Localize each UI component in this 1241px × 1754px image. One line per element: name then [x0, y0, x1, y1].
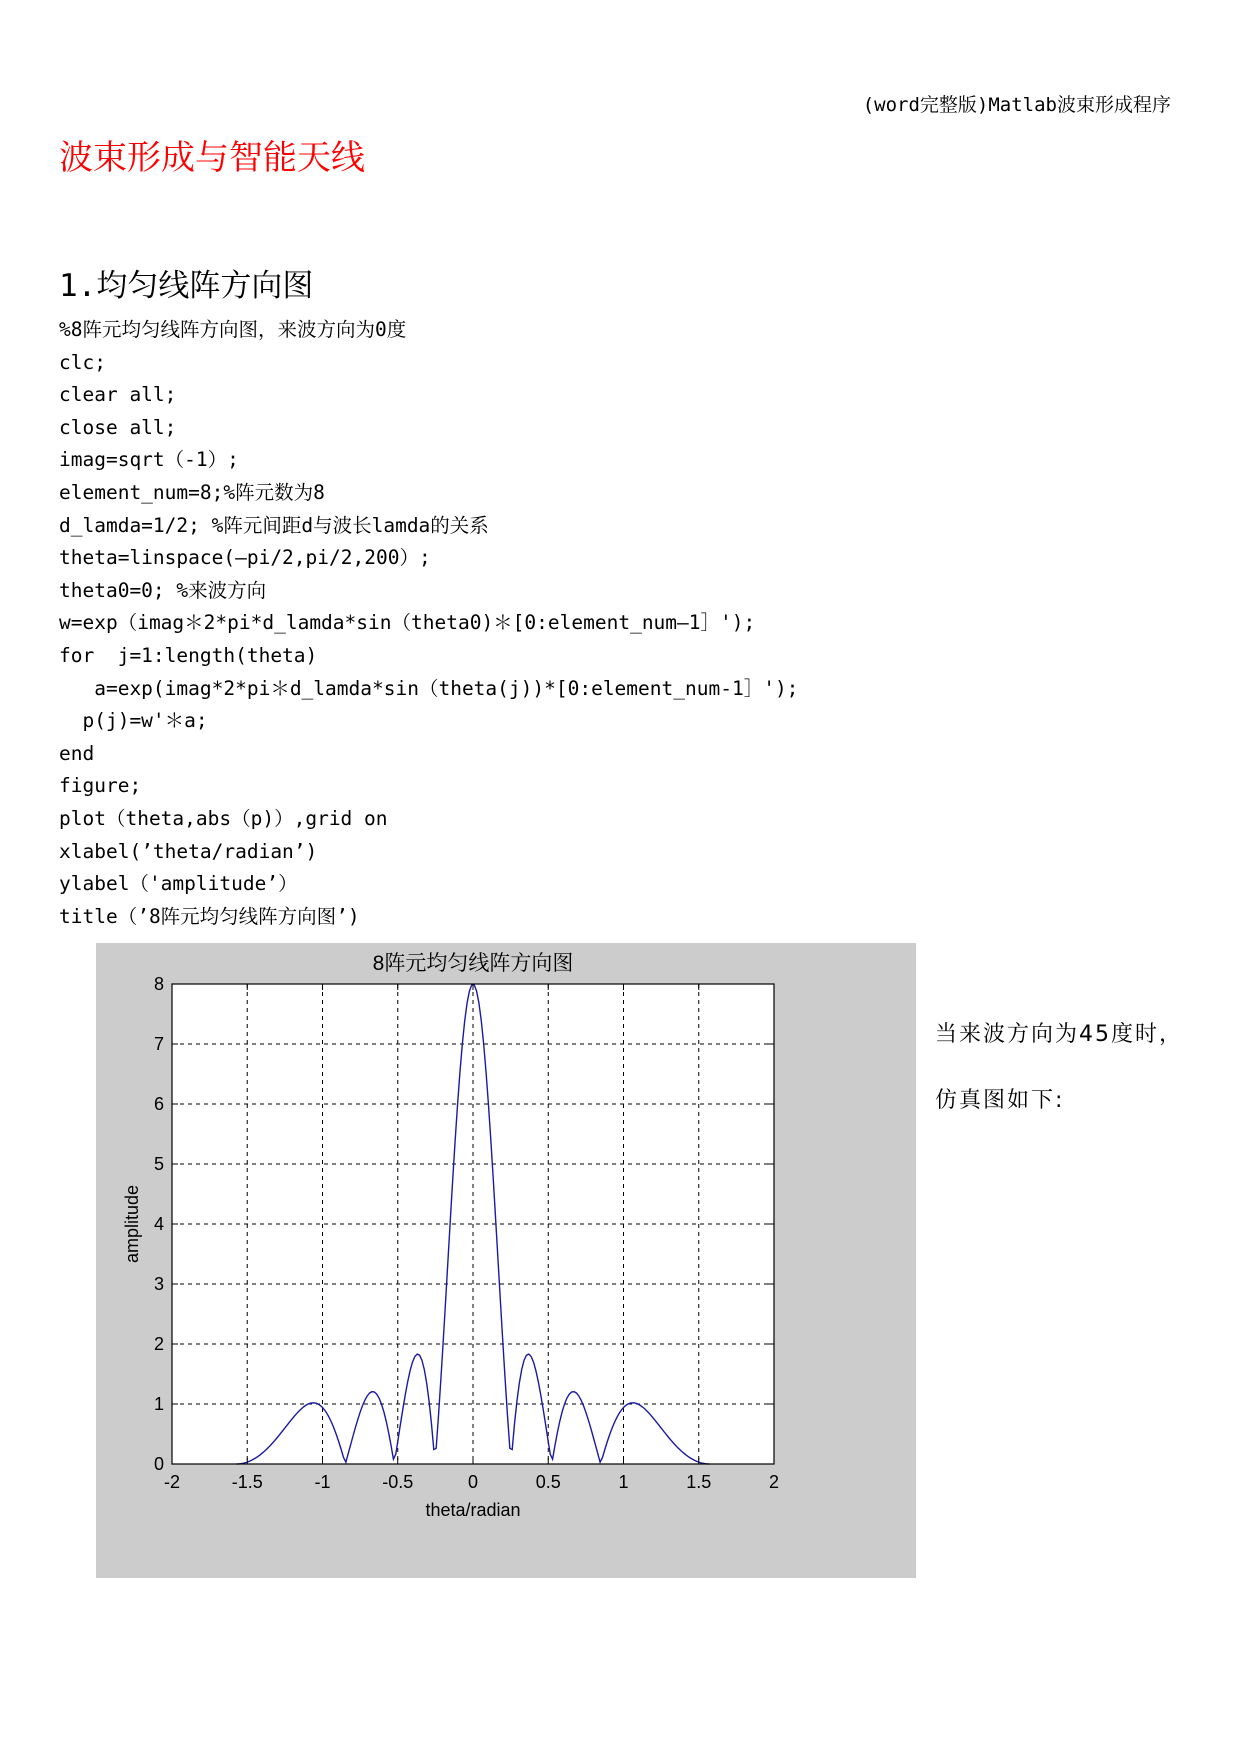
code-line: end [59, 741, 95, 765]
beam-pattern-chart [96, 943, 916, 1578]
code-line: xlabel(’theta/radian’) [59, 839, 318, 863]
code-line: d_lamda=1/2; %阵元间距d与波长lamda的关系 [59, 513, 489, 537]
y-tick-label: 7 [153, 1034, 164, 1054]
code-line: %8阵元均匀线阵方向图，来波方向为0度 [59, 318, 407, 341]
code-line: for j=1:length(theta) [59, 643, 318, 667]
code-line: theta=linspace(—pi/2,pi/2,200）; [59, 546, 431, 570]
y-tick-label: 3 [153, 1274, 164, 1294]
code-line: ylabel（'amplitude’） [59, 872, 298, 896]
code-line: close all; [59, 415, 177, 439]
code-line: plot（theta,abs（p)）,grid on [59, 806, 388, 830]
code-block [59, 314, 798, 933]
y-tick-label: 8 [153, 974, 164, 994]
x-tick-label: -1 [314, 1472, 331, 1492]
x-tick-label: -2 [163, 1472, 181, 1492]
x-tick-label: 0 [467, 1472, 479, 1492]
y-tick-label: 4 [153, 1214, 164, 1234]
y-tick-label: 1 [153, 1394, 164, 1414]
side-note: 当来波方向为45度时，仿真图如下: [935, 1022, 1183, 1113]
x-tick-label: 1.5 [686, 1472, 712, 1492]
code-line: theta0=0; %来波方向 [59, 578, 267, 602]
code-line: figure; [59, 774, 142, 798]
chart-title: 8阵元均匀线阵方向图 [372, 952, 574, 975]
section-heading: 1.均匀线阵方向图 [59, 268, 314, 304]
y-tick-label: 5 [153, 1154, 164, 1174]
page-header: (word完整版)Matlab波束形成程序 [862, 94, 1171, 116]
y-tick-label: 0 [153, 1454, 164, 1474]
x-tick-label: -0.5 [382, 1472, 414, 1492]
figure-panel [96, 943, 916, 1578]
x-tick-label: 2 [768, 1472, 780, 1492]
code-line: clear all; [59, 383, 177, 407]
code-line: a=exp(imag*2*pi＊d_lamda*sin（theta(j))*[0:element_num-1］'); [59, 676, 799, 700]
code-line: title（’8阵元均匀线阵方向图’) [59, 904, 360, 928]
x-tick-label: 0.5 [535, 1472, 561, 1492]
document-title: 波束形成与智能天线 [59, 138, 365, 178]
code-line: p(j)=w'＊a; [59, 709, 208, 733]
x-tick-label: -1.5 [231, 1472, 263, 1492]
code-line: w=exp（imag＊2*pi*d_lamda*sin（theta0)＊[0:element_num—1］'); [59, 611, 756, 635]
code-line: element_num=8;%阵元数为8 [59, 480, 325, 504]
y-tick-label: 2 [153, 1334, 164, 1354]
y-axis-label: amplitude [122, 1184, 142, 1264]
x-tick-label: 1 [618, 1472, 629, 1492]
code-line: imag=sqrt（-1）; [59, 448, 239, 472]
x-axis-label: theta/radian [425, 1500, 521, 1520]
code-line: clc; [59, 350, 106, 374]
y-tick-label: 6 [153, 1094, 164, 1114]
